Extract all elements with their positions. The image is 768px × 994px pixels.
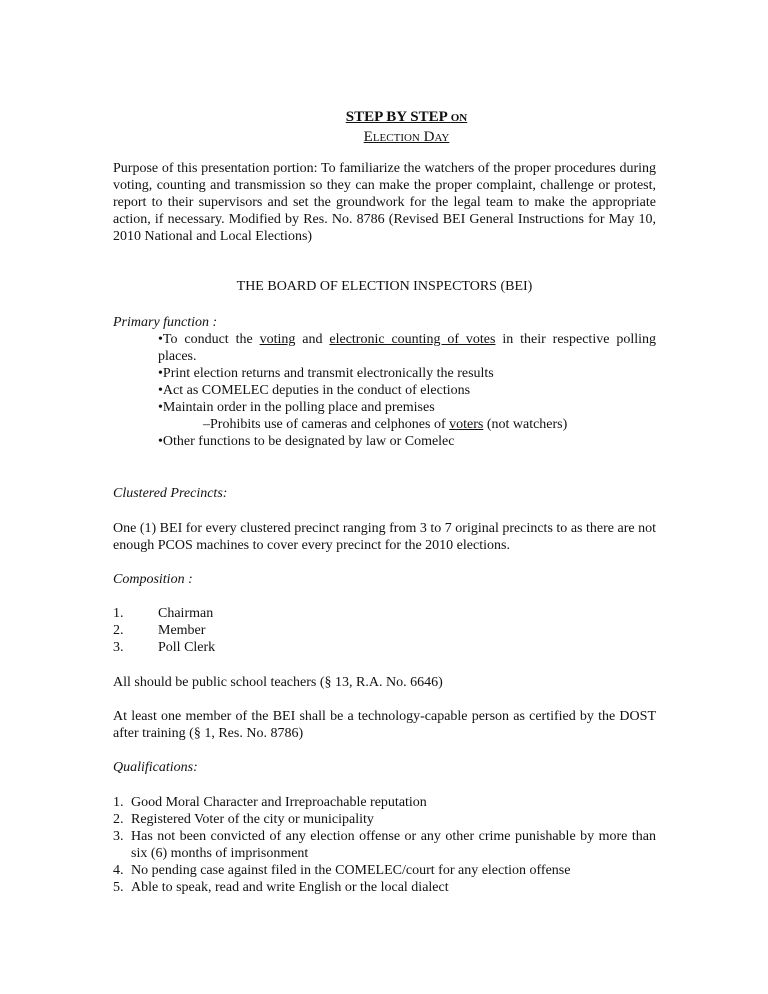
list-item [113,862,656,879]
item-number: 3. [113,640,124,655]
list-item [113,639,656,656]
item-number: 3. [113,829,124,844]
clustered-precincts-heading: Clustered Precincts: [113,486,228,501]
list-item-text: •To conduct the [158,332,260,347]
item-label: Chairman [158,606,214,621]
list-item: •Print election returns and transmit electronically the results [158,366,494,381]
list-item [113,605,656,622]
list-item: •Other functions to be designated by law or Comelec [158,434,455,449]
section-title: THE BOARD OF ELECTION INSPECTORS (BEI) [236,279,533,294]
title-main: STEP BY STEP [345,109,447,125]
list-item [113,879,656,896]
underlined-text: electronic counting of votes [329,332,496,347]
primary-function-list [113,331,656,450]
document-title [113,108,656,126]
item-label: Able to speak, read and write English or the local dialect [131,880,449,895]
underlined-text: voters [449,417,484,432]
title-on: on [450,109,468,125]
list-item: •Act as COMELEC deputies in the conduct of elections [158,383,471,398]
composition-list [113,605,656,656]
underlined-text: voting [259,332,296,347]
list-item [113,794,656,811]
item-number: 1. [113,795,124,810]
list-item [113,331,656,365]
item-number: 4. [113,863,124,878]
list-item-text: in their respective polling places. [158,332,656,364]
item-label: Has not been convicted of any election offense or any other crime punishable by more than six (6) months of imprisonment [131,829,656,861]
qualifications-heading: Qualifications: [113,760,198,775]
composition-heading: Composition : [113,572,193,587]
sub-list-item [113,416,656,433]
qualifications-list [113,794,656,896]
list-item-text: (not watchers) [483,417,568,432]
list-item: •Maintain order in the polling place and premises [158,400,435,415]
page-content [113,108,656,896]
item-number: 5. [113,880,124,895]
teachers-note: All should be public school teachers (§ 13, R.A. No. 6646) [113,675,443,690]
item-number: 2. [113,623,124,638]
item-label: Member [158,623,206,638]
item-label: No pending case against filed in the COMELEC/court for any election offense [131,863,571,878]
clustered-precincts-paragraph: One (1) BEI for every clustered precinct ranging from 3 to 7 original precincts to as there are not enough PCOS machines to cover every precinct for the 2010 elections. [113,521,656,553]
item-label: Poll Clerk [158,640,216,655]
list-item [113,828,656,862]
purpose-paragraph: Purpose of this presentation portion: To familiarize the watchers of the proper procedures during voting, counting and transmission so they can make the proper complaint, challenge or protest, report to their supervisors and set the groundwork for the legal team to make the appropriate action, if necessary. Modified by Res. No. 8786 (Revised BEI General Instructions for May 10, 2010 National and Local Elections) [113,161,656,244]
item-label: Registered Voter of the city or municipality [131,812,374,827]
primary-function-heading: Primary function : [113,315,218,330]
item-number: 1. [113,606,124,621]
item-number: 2. [113,812,124,827]
list-item-text: –Prohibits use of cameras and celphones of [203,417,450,432]
list-item-text: and [295,332,330,347]
technology-note: At least one member of the BEI shall be a technology-capable person as certified by the DOST after training (§ 1, Res. No. 8786) [113,709,656,741]
document-subtitle: Election Day [363,129,450,145]
list-item [113,811,656,828]
item-label: Good Moral Character and Irreproachable reputation [131,795,427,810]
list-item [113,622,656,639]
